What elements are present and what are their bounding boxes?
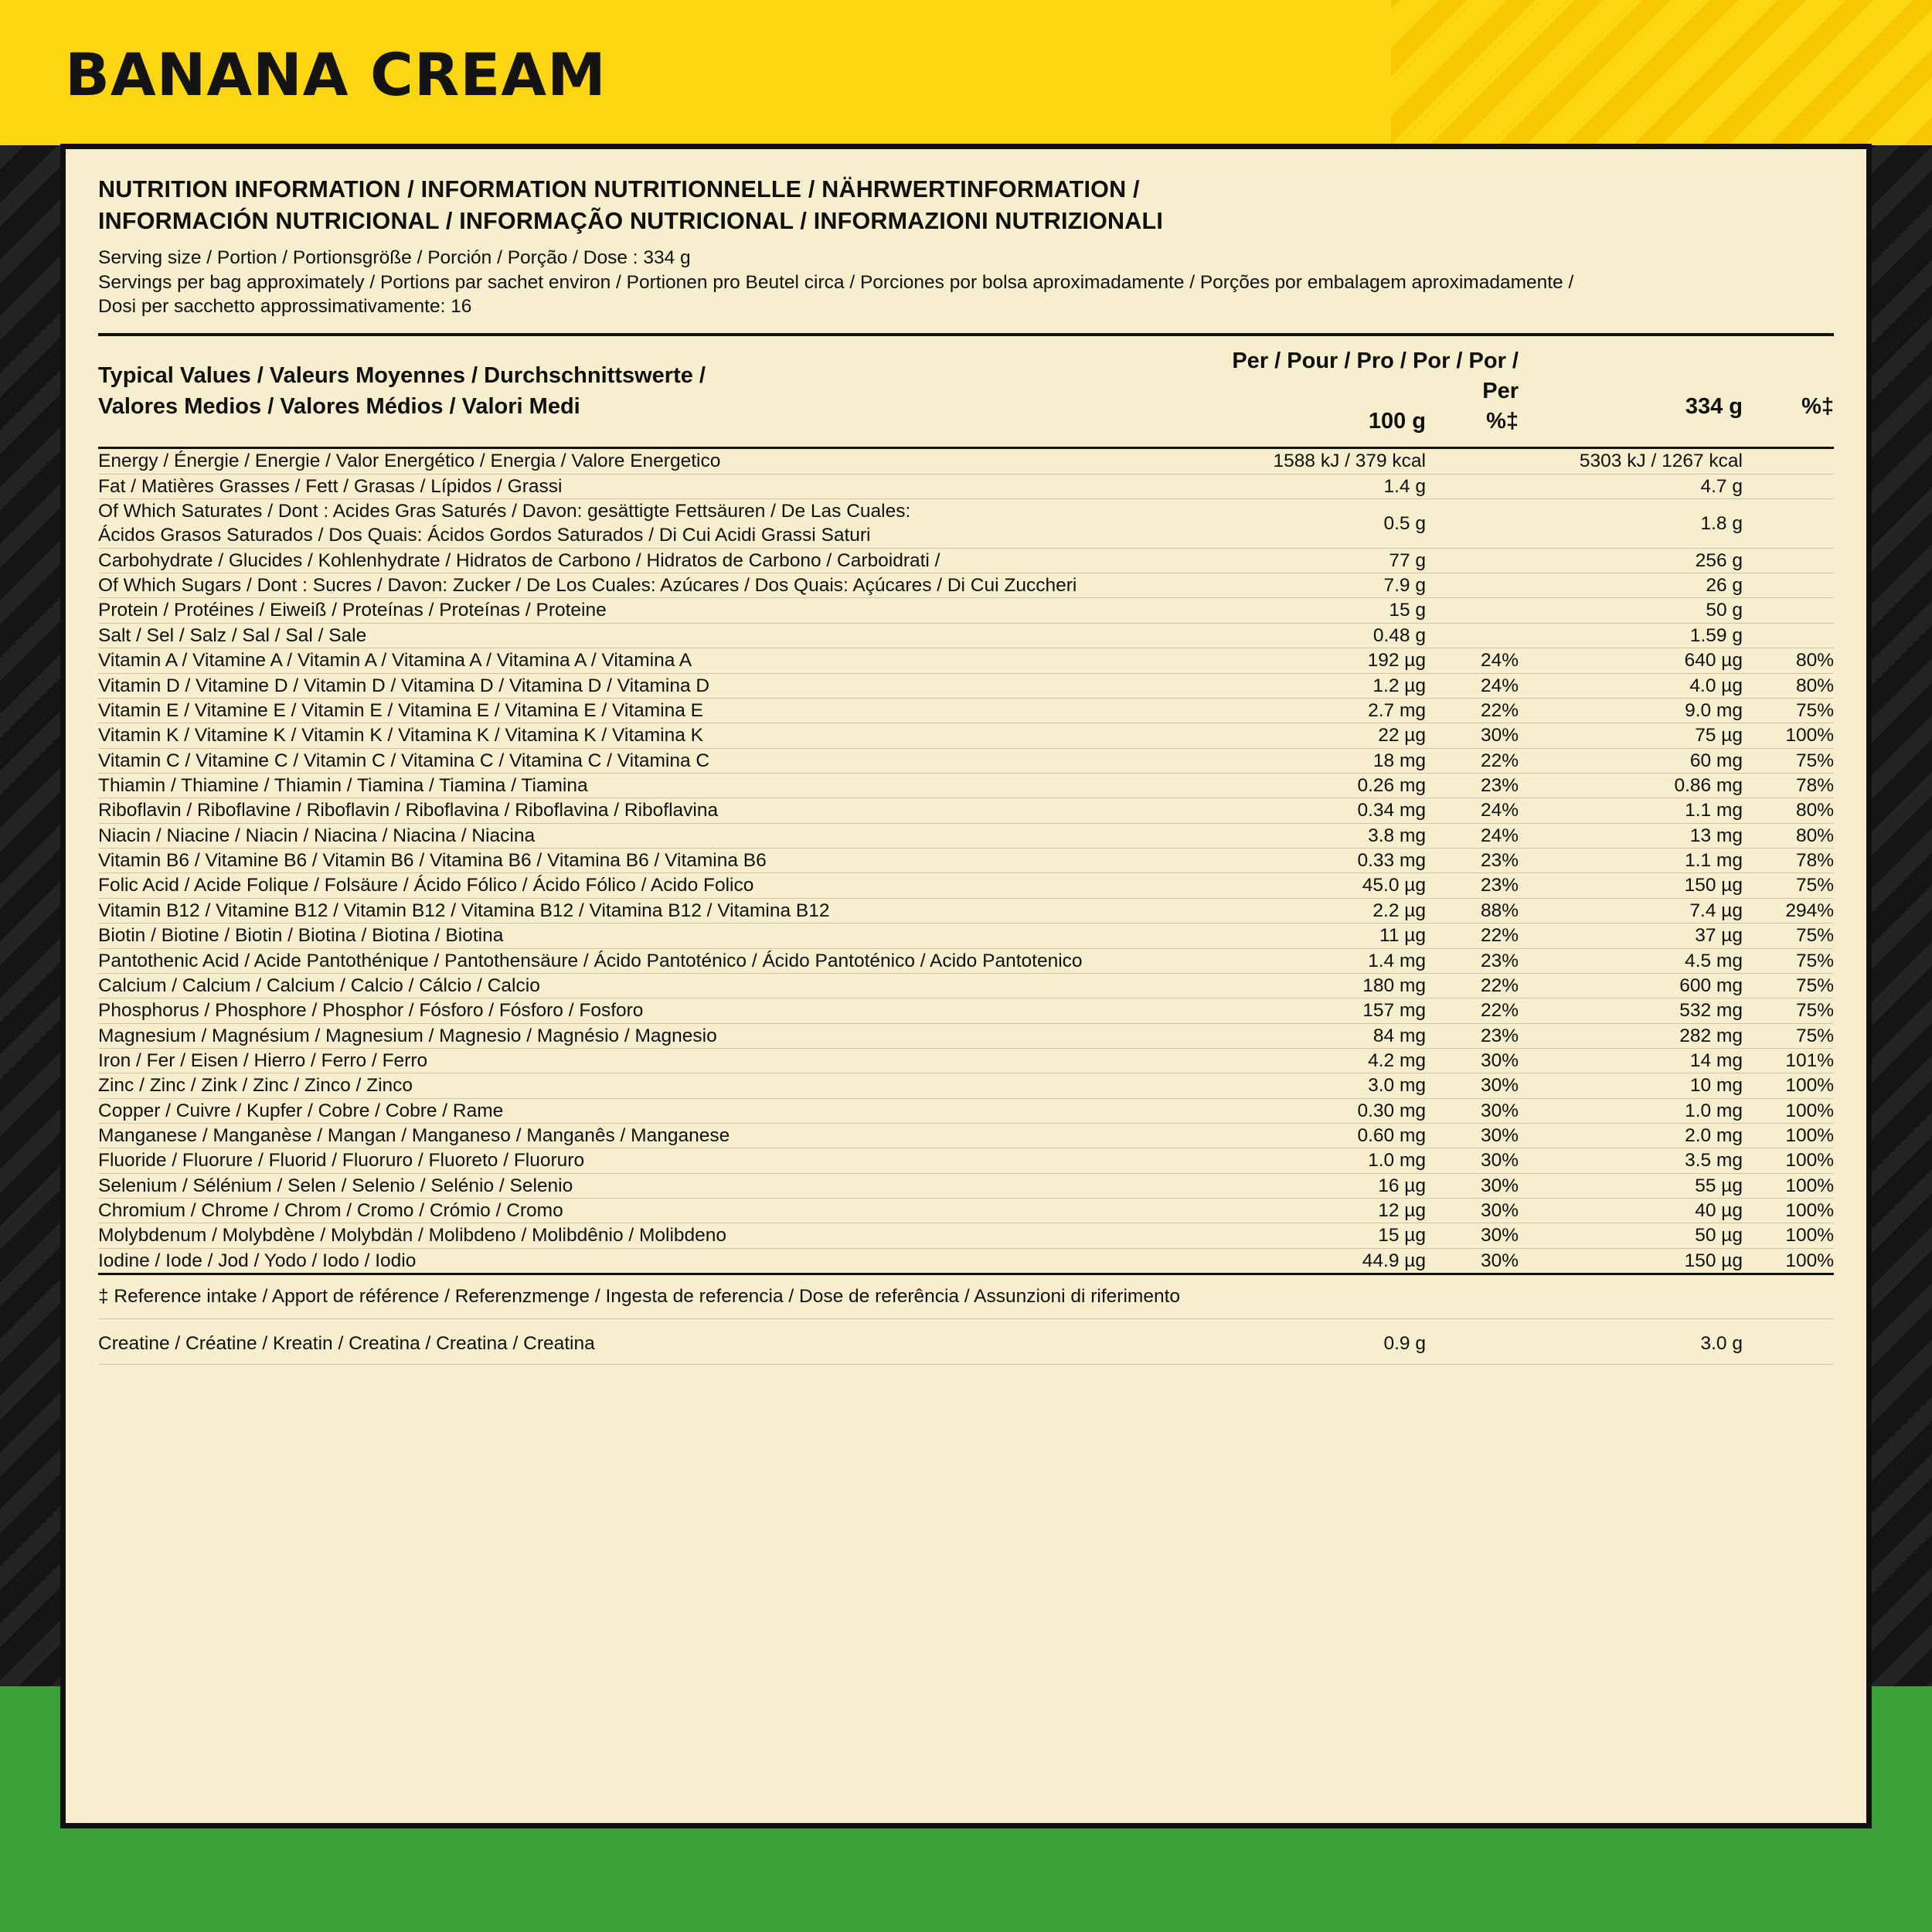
- value-per-334g: 0.86 mg: [1519, 774, 1743, 798]
- percent-per-334g: 75%: [1743, 973, 1834, 998]
- percent-per-100g: 30%: [1426, 1173, 1519, 1198]
- table-row: [98, 1223, 1834, 1248]
- percent-per-334g: 75%: [1743, 748, 1834, 773]
- table-body: [98, 448, 1834, 1274]
- table-row: [98, 1023, 1834, 1048]
- value-per-334g: 1.0 mg: [1519, 1098, 1743, 1123]
- table-row: [98, 1148, 1834, 1173]
- percent-per-334g: 100%: [1743, 1223, 1834, 1248]
- table-row: [98, 723, 1834, 748]
- table-row: [98, 474, 1834, 498]
- value-per-100g: 15 µg: [1226, 1223, 1426, 1248]
- table-row: [98, 623, 1834, 648]
- value-per-100g: 0.48 g: [1226, 623, 1426, 648]
- value-per-100g: 3.8 mg: [1226, 823, 1426, 848]
- nutrient-label: Iodine / Iode / Jod / Yodo / Iodo / Iodio: [98, 1248, 1226, 1274]
- value-per-100g: 7.9 g: [1226, 573, 1426, 598]
- percent-per-334g: 100%: [1743, 1248, 1834, 1274]
- percent-per-100g: 22%: [1426, 973, 1519, 998]
- value-per-100g: 1.4 mg: [1226, 948, 1426, 973]
- percent-per-100g: 88%: [1426, 898, 1519, 923]
- value-per-100g: 22 µg: [1226, 723, 1426, 748]
- value-per-334g: 150 µg: [1519, 873, 1743, 898]
- table-row: [98, 849, 1834, 873]
- nutrition-table: [98, 333, 1834, 1275]
- nutrient-label: Iron / Fer / Eisen / Hierro / Ferro / Ferro: [98, 1048, 1226, 1073]
- percent-per-100g: 24%: [1426, 823, 1519, 848]
- value-per-334g: 4.7 g: [1519, 474, 1743, 498]
- percent-per-334g: [1743, 623, 1834, 648]
- servings-per-bag-line-1: Servings per bag approximately / Portions par sachet environ / Portionen pro Beutel circa / Porciones por bolsa aproximadamente / Porções por embalagem aproximadamente /: [98, 271, 1574, 293]
- nutrient-label: Carbohydrate / Glucides / Kohlenhydrate / Hidratos de Carbono / Hidratos de Carbono / Carboidrati /: [98, 548, 1226, 573]
- percent-per-100g: 22%: [1426, 748, 1519, 773]
- percent-per-334g: 75%: [1743, 948, 1834, 973]
- value-per-334g: 14 mg: [1519, 1048, 1743, 1073]
- percent-per-334g: 100%: [1743, 1124, 1834, 1148]
- percent-per-100g: 30%: [1426, 1223, 1519, 1248]
- percent-per-100g: 30%: [1426, 1073, 1519, 1098]
- nutrient-label: Vitamin A / Vitamine A / Vitamin A / Vitamina A / Vitamina A / Vitamina A: [98, 648, 1226, 673]
- top-stripe-decoration: [1391, 0, 1932, 145]
- value-per-334g: 4.0 µg: [1519, 673, 1743, 698]
- table-row: [98, 673, 1834, 698]
- percent-per-334g: 78%: [1743, 774, 1834, 798]
- value-per-100g: 16 µg: [1226, 1173, 1426, 1198]
- table-row: [98, 1199, 1834, 1223]
- percent-per-334g: 100%: [1743, 1173, 1834, 1198]
- table-row: [98, 873, 1834, 898]
- value-per-334g: 55 µg: [1519, 1173, 1743, 1198]
- table-row: [98, 823, 1834, 848]
- header-per-100g: [1226, 335, 1519, 448]
- value-per-100g: 1.0 mg: [1226, 1148, 1426, 1173]
- nutrient-label: Magnesium / Magnésium / Magnesium / Magnesio / Magnésio / Magnesio: [98, 1023, 1226, 1048]
- value-per-334g: 256 g: [1519, 548, 1743, 573]
- percent-per-100g: 30%: [1426, 1199, 1519, 1223]
- value-per-334g: 10 mg: [1519, 1073, 1743, 1098]
- nutrient-label: Vitamin K / Vitamine K / Vitamin K / Vitamina K / Vitamina K / Vitamina K: [98, 723, 1226, 748]
- percent-per-334g: 100%: [1743, 723, 1834, 748]
- percent-per-100g: 23%: [1426, 849, 1519, 873]
- table-row: [98, 1073, 1834, 1098]
- table-row: [98, 648, 1834, 673]
- header-typical-values-line-1: Typical Values / Valeurs Moyennes / Durchschnittswerte /: [98, 363, 706, 389]
- value-per-100g: 0.5 g: [1226, 499, 1426, 549]
- value-per-334g: 1.59 g: [1519, 623, 1743, 648]
- nutrient-label: Molybdenum / Molybdène / Molybdän / Molibdeno / Molibdênio / Molibdeno: [98, 1223, 1226, 1248]
- table-row: [98, 698, 1834, 723]
- value-per-100g: 1588 kJ / 379 kcal: [1226, 448, 1426, 474]
- table-row: [98, 573, 1834, 598]
- percent-per-334g: [1743, 499, 1834, 549]
- table-row: [98, 923, 1834, 948]
- percent-per-100g: 23%: [1426, 948, 1519, 973]
- value-per-100g: 4.2 mg: [1226, 1048, 1426, 1073]
- percent-per-100g: 24%: [1426, 798, 1519, 823]
- value-per-334g: 60 mg: [1519, 748, 1743, 773]
- header-per-334g: [1519, 335, 1834, 448]
- percent-per-334g: 100%: [1743, 1073, 1834, 1098]
- nutrient-label: Energy / Énergie / Energie / Valor Energético / Energia / Valore Energetico: [98, 448, 1226, 474]
- table-row: [98, 499, 1834, 549]
- header-100g: 100 g: [1368, 409, 1426, 434]
- percent-per-334g: [1743, 548, 1834, 573]
- percent-per-100g: 22%: [1426, 698, 1519, 723]
- value-per-100g: 0.26 mg: [1226, 774, 1426, 798]
- creatine-table: [98, 1319, 1834, 1364]
- value-per-100g: 15 g: [1226, 598, 1426, 623]
- value-per-100g: 44.9 µg: [1226, 1248, 1426, 1274]
- percent-per-100g: 22%: [1426, 998, 1519, 1023]
- heading-line-2: INFORMACIÓN NUTRICIONAL / INFORMAÇÃO NUTRICIONAL / INFORMAZIONI NUTRIZIONALI: [98, 207, 1164, 234]
- reference-intake-note: ‡ Reference intake / Apport de référence / Referenzmenge / Ingesta de referencia / Dose de referência / Assunzioni di riferimento: [98, 1275, 1834, 1319]
- nutrient-label: Vitamin B12 / Vitamine B12 / Vitamin B12 / Vitamina B12 / Vitamina B12 / Vitamina B12: [98, 898, 1226, 923]
- nutrient-label: Fat / Matières Grasses / Fett / Grasas / Lípidos / Grassi: [98, 474, 1226, 498]
- percent-per-334g: [1743, 474, 1834, 498]
- header-334g: 334 g: [1685, 393, 1743, 419]
- creatine-value-100g: 0.9 g: [1226, 1319, 1426, 1364]
- value-per-100g: 0.34 mg: [1226, 798, 1426, 823]
- header-typical-values-line-2: Valores Medios / Valores Médios / Valori Medi: [98, 393, 580, 419]
- table-row: [98, 548, 1834, 573]
- value-per-334g: 3.5 mg: [1519, 1148, 1743, 1173]
- percent-per-100g: [1426, 598, 1519, 623]
- nutrient-label: Manganese / Manganèse / Mangan / Manganeso / Manganês / Manganese: [98, 1124, 1226, 1148]
- table-row: [98, 973, 1834, 998]
- nutrient-label: Vitamin E / Vitamine E / Vitamin E / Vitamina E / Vitamina E / Vitamina E: [98, 698, 1226, 723]
- nutrient-label: Pantothenic Acid / Acide Pantothénique / Pantothensäure / Ácido Pantoténico / Ácido Pantoténico / Acido Pantotenico: [98, 948, 1226, 973]
- table-row: [98, 774, 1834, 798]
- nutrient-label: Protein / Protéines / Eiweiß / Proteínas / Proteínas / Proteine: [98, 598, 1226, 623]
- percent-per-100g: [1426, 573, 1519, 598]
- value-per-100g: 0.30 mg: [1226, 1098, 1426, 1123]
- nutrition-panel: [60, 144, 1872, 1828]
- value-per-100g: 18 mg: [1226, 748, 1426, 773]
- value-per-100g: 157 mg: [1226, 998, 1426, 1023]
- percent-per-334g: 100%: [1743, 1098, 1834, 1123]
- value-per-334g: 9.0 mg: [1519, 698, 1743, 723]
- percent-per-100g: 30%: [1426, 1148, 1519, 1173]
- value-per-100g: 77 g: [1226, 548, 1426, 573]
- value-per-334g: 1.1 mg: [1519, 849, 1743, 873]
- value-per-334g: 1.8 g: [1519, 499, 1743, 549]
- creatine-value-334g: 3.0 g: [1519, 1319, 1743, 1364]
- nutrient-label: Phosphorus / Phosphore / Phosphor / Fósforo / Fósforo / Fosforo: [98, 998, 1226, 1023]
- table-row: [98, 898, 1834, 923]
- percent-per-100g: 22%: [1426, 923, 1519, 948]
- nutrient-label: Fluoride / Fluorure / Fluorid / Fluoruro / Fluoreto / Fluoruro: [98, 1148, 1226, 1173]
- percent-per-100g: 23%: [1426, 873, 1519, 898]
- heading-line-1: NUTRITION INFORMATION / INFORMATION NUTRITIONNELLE / NÄHRWERTINFORMATION /: [98, 176, 1140, 202]
- nutrient-label: Thiamin / Thiamine / Thiamin / Tiamina / Tiamina / Tiamina: [98, 774, 1226, 798]
- value-per-334g: 50 g: [1519, 598, 1743, 623]
- percent-per-334g: 78%: [1743, 849, 1834, 873]
- creatine-label: Creatine / Créatine / Kreatin / Creatina / Creatina / Creatina: [98, 1319, 1226, 1364]
- value-per-100g: 180 mg: [1226, 973, 1426, 998]
- page-title: BANANA CREAM: [65, 40, 607, 109]
- serving-size-line: Serving size / Portion / Portionsgröße / Porción / Porção / Dose : 334 g: [98, 247, 691, 269]
- table-row: [98, 448, 1834, 474]
- value-per-100g: 2.7 mg: [1226, 698, 1426, 723]
- table-row: [98, 948, 1834, 973]
- percent-per-100g: [1426, 474, 1519, 498]
- percent-per-334g: 294%: [1743, 898, 1834, 923]
- nutrient-label: Zinc / Zinc / Zink / Zinc / Zinco / Zinco: [98, 1073, 1226, 1098]
- creatine-pct-334g: [1743, 1319, 1834, 1364]
- nutrient-label: Folic Acid / Acide Folique / Folsäure / Ácido Fólico / Ácido Fólico / Acido Folico: [98, 873, 1226, 898]
- value-per-334g: 2.0 mg: [1519, 1124, 1743, 1148]
- header-pct-334: %‡: [1801, 393, 1834, 419]
- value-per-334g: 26 g: [1519, 573, 1743, 598]
- value-per-100g: 0.60 mg: [1226, 1124, 1426, 1148]
- value-per-334g: 1.1 mg: [1519, 798, 1743, 823]
- table-row: [98, 1048, 1834, 1073]
- nutrient-label: Salt / Sel / Salz / Sal / Sal / Sale: [98, 623, 1226, 648]
- value-per-334g: 37 µg: [1519, 923, 1743, 948]
- header-pct-100: %‡: [1486, 409, 1519, 434]
- table-row: [98, 1098, 1834, 1123]
- percent-per-100g: 30%: [1426, 1098, 1519, 1123]
- value-per-334g: 640 µg: [1519, 648, 1743, 673]
- value-per-100g: 45.0 µg: [1226, 873, 1426, 898]
- value-per-334g: 13 mg: [1519, 823, 1743, 848]
- value-per-334g: 150 µg: [1519, 1248, 1743, 1274]
- value-per-100g: 1.2 µg: [1226, 673, 1426, 698]
- value-per-334g: 600 mg: [1519, 973, 1743, 998]
- table-row: [98, 1124, 1834, 1148]
- table-row: [98, 798, 1834, 823]
- percent-per-334g: 75%: [1743, 1023, 1834, 1048]
- percent-per-100g: 30%: [1426, 1124, 1519, 1148]
- percent-per-334g: 80%: [1743, 798, 1834, 823]
- nutrient-label: Chromium / Chrome / Chrom / Cromo / Crómio / Cromo: [98, 1199, 1226, 1223]
- header-per-label: Per / Pour / Pro / Por / Por / Per: [1232, 348, 1519, 404]
- nutrient-label: Riboflavin / Riboflavine / Riboflavin / Riboflavina / Riboflavina / Riboflavina: [98, 798, 1226, 823]
- percent-per-100g: 24%: [1426, 673, 1519, 698]
- percent-per-334g: 75%: [1743, 873, 1834, 898]
- nutrient-label: Of Which Sugars / Dont : Sucres / Davon: Zucker / De Los Cuales: Azúcares / Dos Quais: Açúcares / Di Cui Zuccheri: [98, 573, 1226, 598]
- percent-per-100g: [1426, 548, 1519, 573]
- percent-per-334g: 80%: [1743, 648, 1834, 673]
- nutrition-information-heading: [98, 174, 1834, 236]
- percent-per-100g: 30%: [1426, 1048, 1519, 1073]
- table-header: [98, 335, 1834, 448]
- percent-per-334g: [1743, 448, 1834, 474]
- serving-info: [98, 246, 1834, 319]
- table-row: [98, 748, 1834, 773]
- percent-per-334g: 100%: [1743, 1199, 1834, 1223]
- value-per-100g: 192 µg: [1226, 648, 1426, 673]
- nutrient-label: Vitamin D / Vitamine D / Vitamin D / Vitamina D / Vitamina D / Vitamina D: [98, 673, 1226, 698]
- value-per-100g: 84 mg: [1226, 1023, 1426, 1048]
- value-per-334g: 5303 kJ / 1267 kcal: [1519, 448, 1743, 474]
- header-typical-values: [98, 335, 1226, 448]
- value-per-100g: 11 µg: [1226, 923, 1426, 948]
- percent-per-100g: 24%: [1426, 648, 1519, 673]
- percent-per-100g: [1426, 499, 1519, 549]
- percent-per-100g: [1426, 623, 1519, 648]
- percent-per-334g: 75%: [1743, 698, 1834, 723]
- value-per-100g: 0.33 mg: [1226, 849, 1426, 873]
- value-per-334g: 282 mg: [1519, 1023, 1743, 1048]
- percent-per-334g: 80%: [1743, 673, 1834, 698]
- value-per-334g: 40 µg: [1519, 1199, 1743, 1223]
- value-per-100g: 1.4 g: [1226, 474, 1426, 498]
- nutrient-label: Vitamin C / Vitamine C / Vitamin C / Vitamina C / Vitamina C / Vitamina C: [98, 748, 1226, 773]
- percent-per-100g: 23%: [1426, 1023, 1519, 1048]
- nutrient-label: Calcium / Calcium / Calcium / Calcio / Cálcio / Calcio: [98, 973, 1226, 998]
- percent-per-334g: [1743, 573, 1834, 598]
- value-per-334g: 4.5 mg: [1519, 948, 1743, 973]
- value-per-334g: 50 µg: [1519, 1223, 1743, 1248]
- value-per-334g: 7.4 µg: [1519, 898, 1743, 923]
- nutrient-label: Niacin / Niacine / Niacin / Niacina / Niacina / Niacina: [98, 823, 1226, 848]
- table-row: [98, 1319, 1834, 1364]
- value-per-100g: 12 µg: [1226, 1199, 1426, 1223]
- creatine-pct-100g: [1426, 1319, 1519, 1364]
- table-row: [98, 1173, 1834, 1198]
- nutrient-label: Biotin / Biotine / Biotin / Biotina / Biotina / Biotina: [98, 923, 1226, 948]
- percent-per-100g: [1426, 448, 1519, 474]
- percent-per-334g: 75%: [1743, 923, 1834, 948]
- percent-per-334g: 101%: [1743, 1048, 1834, 1073]
- value-per-334g: 75 µg: [1519, 723, 1743, 748]
- percent-per-100g: 23%: [1426, 774, 1519, 798]
- nutrient-label: Selenium / Sélénium / Selen / Selenio / Selénio / Selenio: [98, 1173, 1226, 1198]
- percent-per-100g: 30%: [1426, 723, 1519, 748]
- percent-per-334g: [1743, 598, 1834, 623]
- table-row: [98, 598, 1834, 623]
- nutrient-label: Of Which Saturates / Dont : Acides Gras Saturés / Davon: gesättigte Fettsäuren / De Las Cuales: Ácidos Grasos Saturados / Dos Quais: Ácidos Gordos Saturados / Di Cui Acidi Grassi Saturi: [98, 499, 1226, 549]
- percent-per-100g: 30%: [1426, 1248, 1519, 1274]
- value-per-100g: 2.2 µg: [1226, 898, 1426, 923]
- nutrient-label: Copper / Cuivre / Kupfer / Cobre / Cobre / Rame: [98, 1098, 1226, 1123]
- value-per-100g: 3.0 mg: [1226, 1073, 1426, 1098]
- table-row: [98, 998, 1834, 1023]
- value-per-334g: 532 mg: [1519, 998, 1743, 1023]
- table-row: [98, 1248, 1834, 1274]
- servings-per-bag-line-2: Dosi per sacchetto approssimativamente: 16: [98, 296, 472, 318]
- percent-per-334g: 80%: [1743, 823, 1834, 848]
- nutrient-label: Vitamin B6 / Vitamine B6 / Vitamin B6 / Vitamina B6 / Vitamina B6 / Vitamina B6: [98, 849, 1226, 873]
- percent-per-334g: 75%: [1743, 998, 1834, 1023]
- percent-per-334g: 100%: [1743, 1148, 1834, 1173]
